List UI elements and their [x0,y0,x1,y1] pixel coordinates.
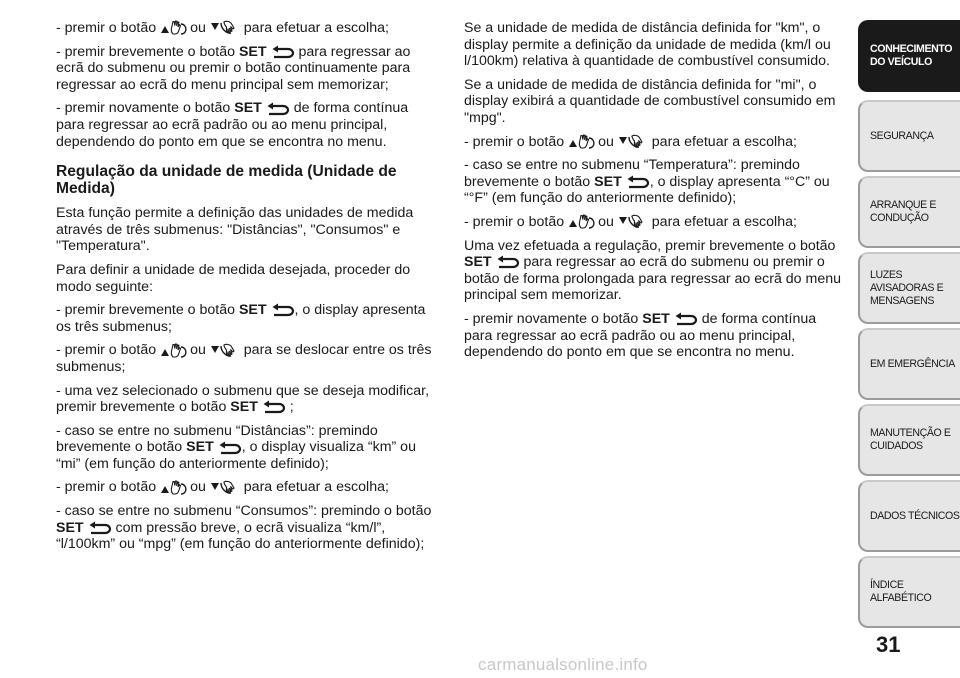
down-arrow-button-icon [618,214,648,230]
paragraph [56,479,440,496]
text: para efetuar a escolha; [651,133,797,150]
text: para efetuar a escolha; [651,213,797,230]
text: - premir brevemente o botão [56,302,236,319]
text: para se deslocar entre os três submenus; [56,342,432,375]
paragraph [56,100,440,150]
set-label: SET [594,173,622,190]
set-label: SET [230,399,258,416]
text: para efetuar a escolha; [243,20,389,36]
text: para regressar ao ecrã do submenu ou premir o botão continuamente para regressar ao ecrã do menu principal sem memorizar; [56,43,411,93]
text: - caso se entre no submenu “Distâncias”: premindo brevemente o botão [56,422,378,456]
down-arrow-button-icon [618,134,648,150]
paragraph [56,503,440,553]
up-arrow-button-icon [160,20,190,36]
paragraph [464,214,846,231]
text: - premir o botão [464,133,565,150]
tab-indice-alfabetico[interactable] [858,556,960,628]
set-label: SET [234,100,262,117]
set-label: SET [238,43,267,60]
right-column [464,20,846,368]
set-return-icon [271,45,295,59]
set-label: SET [238,302,267,319]
tab-conhecimento-do-veiculo[interactable] [858,20,960,92]
text: - premir o botão [56,20,157,36]
set-label: SET [464,254,492,271]
set-return-icon [674,312,698,326]
up-arrow-button-icon [568,214,598,230]
page-number: 31 [876,632,901,657]
set-return-icon [266,102,290,116]
set-return-icon [626,175,650,189]
tab-manutencao-e-cuidados[interactable] [858,404,960,476]
down-arrow-button-icon [210,480,240,496]
tab-label: MANUTENÇÃO E CUIDADOS [870,427,951,452]
tab-dados-tecnicos[interactable] [858,480,960,552]
text: - caso se entre no submenu “Consumos”: premindo o botão [56,503,432,520]
paragraph: Esta função permite a definição das unidades de medida através de três submenus: "Distâncias", "Consumos" e "Temperatura". [56,205,414,255]
text: ou [598,133,614,150]
tab-label: DADOS TÉCNICOS [870,509,960,522]
set-label: SET [186,439,214,456]
text: de forma contínua para regressar ao ecrã padrão ou ao menu principal, dependendo do ponto em que se encontra no menu. [56,100,409,150]
set-return-icon [496,255,520,269]
paragraph [464,134,846,151]
text: , o display apresenta os três submenus; [56,302,426,335]
tab-label: EM EMERGÊNCIA [870,357,955,370]
text: - premir o botão [56,479,157,496]
paragraph [56,383,440,416]
paragraph: Para definir a unidade de medida desejada, proceder do modo seguinte: [56,261,411,295]
text: - uma vez selecionado o submenu que se deseja modificar, premir brevemente o botão [56,382,430,416]
paragraph [464,311,846,361]
paragraph [464,238,846,304]
text: - premir novamente o botão [464,310,639,327]
set-label: SET [642,310,670,327]
paragraph [56,423,440,473]
paragraph: Se a unidade de medida de distância definida for "km", o display permite a definição da unidade de medida (km/l ou l/100km) relativa à quantidade de combustível consumido. [464,20,831,70]
text: Uma vez efetuada a regulação, premir brevemente o botão [464,237,836,254]
text: ou [598,213,614,230]
section-heading: Regulação da unidade de medida (Unidade de Medida) [56,163,397,198]
text: ou [190,20,206,36]
up-arrow-button-icon [160,480,190,496]
watermark: carmanualsonline.info [478,655,648,674]
paragraph [56,302,440,335]
tab-arranque-e-conducao[interactable] [858,176,960,248]
set-return-icon [218,441,242,455]
tab-seguranca[interactable] [858,100,960,172]
down-arrow-button-icon [210,20,240,36]
paragraph [56,342,440,375]
paragraph [56,20,440,37]
paragraph [464,157,846,207]
tab-label: CONHECIMENTO DO VEÍCULO [870,43,953,68]
set-return-icon [88,521,112,535]
text: para regressar ao ecrã do submenu ou premir o botão de forma prolongada para regressar ao ecrã do menu principal sem memorizar. [464,254,841,304]
text: , o display apresenta “°C” ou “°F” (em função do anteriormente definido); [464,173,830,207]
text: - premir o botão [464,213,565,230]
tab-label: ARRANQUE E CONDUÇÃO [870,199,937,224]
text: de forma contínua para regressar ao ecrã padrão ou ao menu principal, dependendo do ponto em que se encontra no menu. [464,310,817,361]
set-return-icon [271,303,295,317]
tab-label: SEGURANÇA [870,129,934,142]
text: com pressão breve, o ecrã visualiza “km/l”, “l/100km” ou “mpg” (em função do anteriormente definido); [56,519,425,553]
down-arrow-button-icon [210,343,240,359]
tab-em-emergencia[interactable] [858,328,960,400]
text: , o display visualiza “km” ou “mi” (em função do anteriormente definido); [56,439,416,472]
tab-label: LUZES AVISADORAS E MENSAGENS [870,268,944,307]
paragraph: Se a unidade de medida de distância definida for "mi", o display exibirá a quantidade de combustível consumido em "mpg". [464,76,836,126]
tab-label: ÍNDICE ALFABÉTICO [870,579,932,604]
up-arrow-button-icon [568,134,598,150]
text: para efetuar a escolha; [243,479,389,496]
set-label: SET [56,519,84,536]
chapter-tabs [858,0,960,678]
text: ; [289,399,294,416]
text: - premir brevemente o botão [56,43,236,60]
text: ou [190,479,206,496]
text: ou [190,342,206,359]
paragraph [56,44,440,94]
up-arrow-button-icon [160,343,190,359]
text: - caso se entre no submenu “Temperatura”: premindo brevemente o botão [464,157,800,190]
left-column [56,20,440,560]
text: - premir novamente o botão [56,100,231,117]
tab-luzes-avisadoras[interactable] [858,252,960,324]
text: - premir o botão [56,342,157,359]
set-return-icon [262,400,286,414]
